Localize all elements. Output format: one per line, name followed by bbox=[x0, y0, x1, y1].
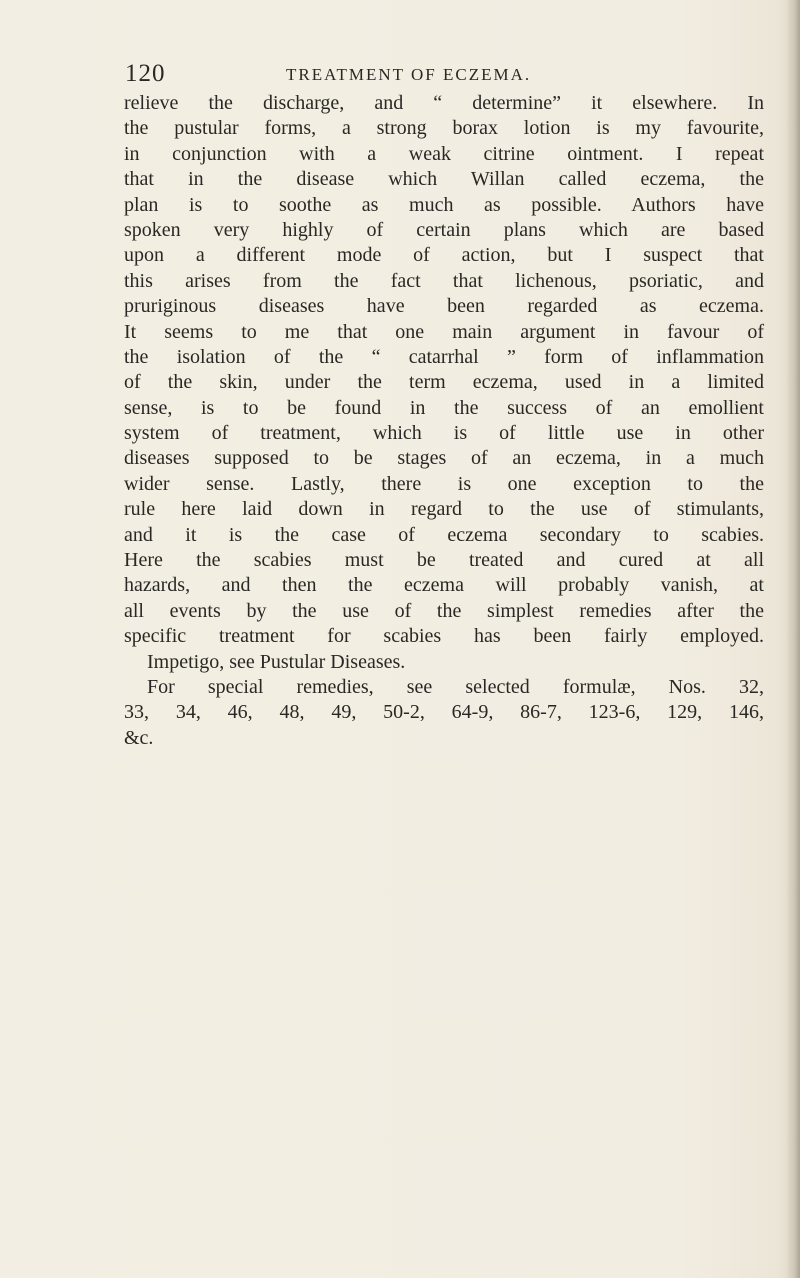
running-head bbox=[0, 60, 800, 94]
text-line: the isolation of the “ catarrhal ” form of inflammation bbox=[124, 345, 764, 368]
text-line: hazards, and then the eczema will probably vanish, at bbox=[124, 574, 764, 597]
running-title: TREATMENT OF ECZEMA. bbox=[286, 65, 532, 84]
text-line: wider sense. Lastly, there is one exception to the bbox=[124, 472, 764, 495]
text-line: pruriginous diseases have been regarded as eczema. bbox=[124, 295, 764, 318]
text-line: rule here laid down in regard to the use of stimulants, bbox=[124, 498, 764, 521]
text-line: relieve the discharge, and “ determine” it elsewhere. In bbox=[124, 92, 764, 114]
text-line: upon a different mode of action, but I suspect that bbox=[124, 244, 764, 267]
text-line: all events by the use of the simplest remedies after the bbox=[124, 599, 764, 622]
formulae-reference: For special remedies, see selected formulæ, Nos. 32, bbox=[147, 675, 764, 698]
text-line: &c. bbox=[124, 726, 154, 749]
text-line: system of treatment, which is of little use in other bbox=[124, 422, 764, 445]
text-line: It seems to me that one main argument in favour of bbox=[124, 320, 764, 343]
text-line: of the skin, under the term eczema, used in a limited bbox=[124, 371, 764, 394]
text-line: the pustular forms, a strong borax lotion is my favourite, bbox=[124, 117, 764, 140]
text-line: in conjunction with a weak citrine ointment. I repeat bbox=[124, 142, 764, 165]
text-line: this arises from the fact that lichenous, psoriatic, and bbox=[124, 269, 764, 292]
body-text bbox=[124, 91, 764, 751]
index-entry-impetigo: Impetigo, see Pustular Diseases. bbox=[147, 650, 406, 673]
text-line: spoken very highly of certain plans which are based bbox=[124, 218, 764, 241]
text-line: plan is to soothe as much as possible. Authors have bbox=[124, 193, 764, 216]
text-line: specific treatment for scabies has been fairly employed. bbox=[124, 625, 764, 648]
text-line: Here the scabies must be treated and cured at all bbox=[124, 549, 764, 572]
text-line: and it is the case of eczema secondary to scabies. bbox=[124, 523, 764, 546]
text-line: that in the disease which Willan called eczema, the bbox=[124, 168, 764, 191]
formulae-numbers: 33, 34, 46, 48, 49, 50-2, 64-9, 86-7, 123-6, 129, 146, bbox=[124, 701, 764, 724]
page-edge-shadow bbox=[786, 0, 800, 1278]
text-line: sense, is to be found in the success of an emollient bbox=[124, 396, 764, 419]
text-line: diseases supposed to be stages of an eczema, in a much bbox=[124, 447, 764, 470]
page-number: 120 bbox=[125, 60, 166, 87]
